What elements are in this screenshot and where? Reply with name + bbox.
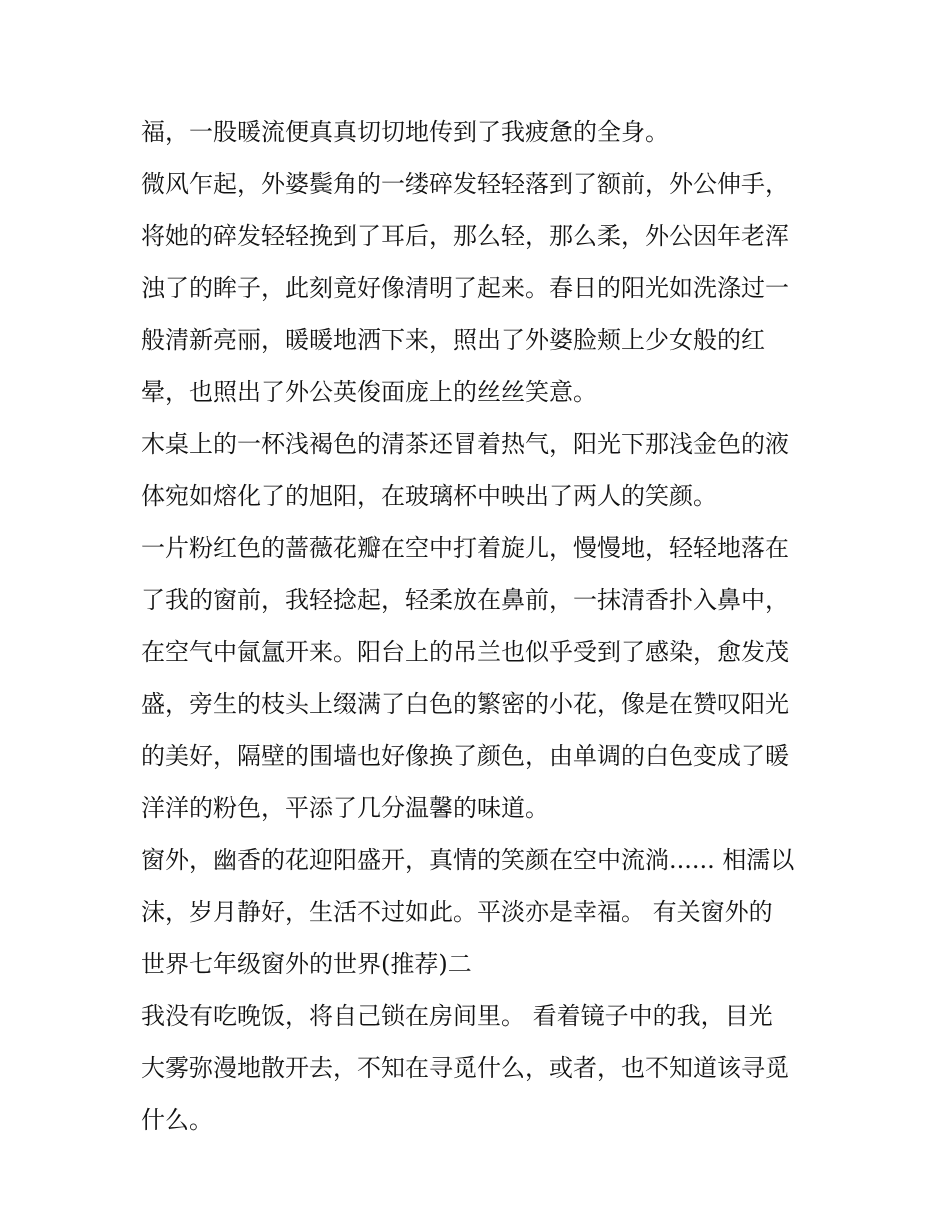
text-line: 微风乍起，外婆鬓角的一缕碎发轻轻落到了额前，外公伸手， [141, 170, 789, 198]
text-line: 沫，岁月静好，生活不过如此。平淡亦是幸福。 有关窗外的 [141, 898, 773, 926]
text-line: 洋洋的粉色，平添了几分温馨的味道。 [141, 794, 549, 822]
text-line: 世界七年级窗外的世界(推荐)二 [141, 950, 472, 978]
text-line: 什么。 [141, 1106, 213, 1134]
text-line: 大雾弥漫地散开去，不知在寻觅什么，或者，也不知道该寻觅 [141, 1054, 789, 1082]
text-line: 我没有吃晚饭，将自己锁在房间里。 看着镜子中的我，目光 [141, 1002, 773, 1030]
text-line: 一片粉红色的蔷薇花瓣在空中打着旋儿，慢慢地，轻轻地落在 [141, 534, 789, 562]
text-line: 盛，旁生的枝头上缀满了白色的繁密的小花，像是在赞叹阳光 [141, 690, 789, 718]
text-line: 晕，也照出了外公英俊面庞上的丝丝笑意。 [141, 378, 597, 406]
text-line: 浊了的眸子，此刻竟好像清明了起来。春日的阳光如洗涤过一 [141, 274, 789, 302]
text-line: 窗外，幽香的花迎阳盛开，真情的笑颜在空中流淌...... 相濡以 [141, 846, 795, 874]
text-line: 福，一股暖流便真真切切地传到了我疲惫的全身。 [141, 118, 669, 146]
document-body [141, 108, 813, 1148]
text-line: 在空气中氤氲开来。阳台上的吊兰也似乎受到了感染，愈发茂 [141, 638, 789, 666]
text-line: 的美好，隔壁的围墙也好像换了颜色，由单调的白色变成了暖 [141, 742, 789, 770]
text-line: 了我的窗前，我轻捻起，轻柔放在鼻前，一抹清香扑入鼻中， [141, 586, 789, 614]
text-line: 体宛如熔化了的旭阳，在玻璃杯中映出了两人的笑颜。 [141, 482, 717, 510]
text-line: 木桌上的一杯浅褐色的清茶还冒着热气，阳光下那浅金色的液 [141, 430, 789, 458]
text-line: 将她的碎发轻轻挽到了耳后，那么轻，那么柔，外公因年老浑 [141, 222, 789, 250]
text-line: 般清新亮丽，暖暖地洒下来，照出了外婆脸颊上少女般的红 [141, 326, 765, 354]
